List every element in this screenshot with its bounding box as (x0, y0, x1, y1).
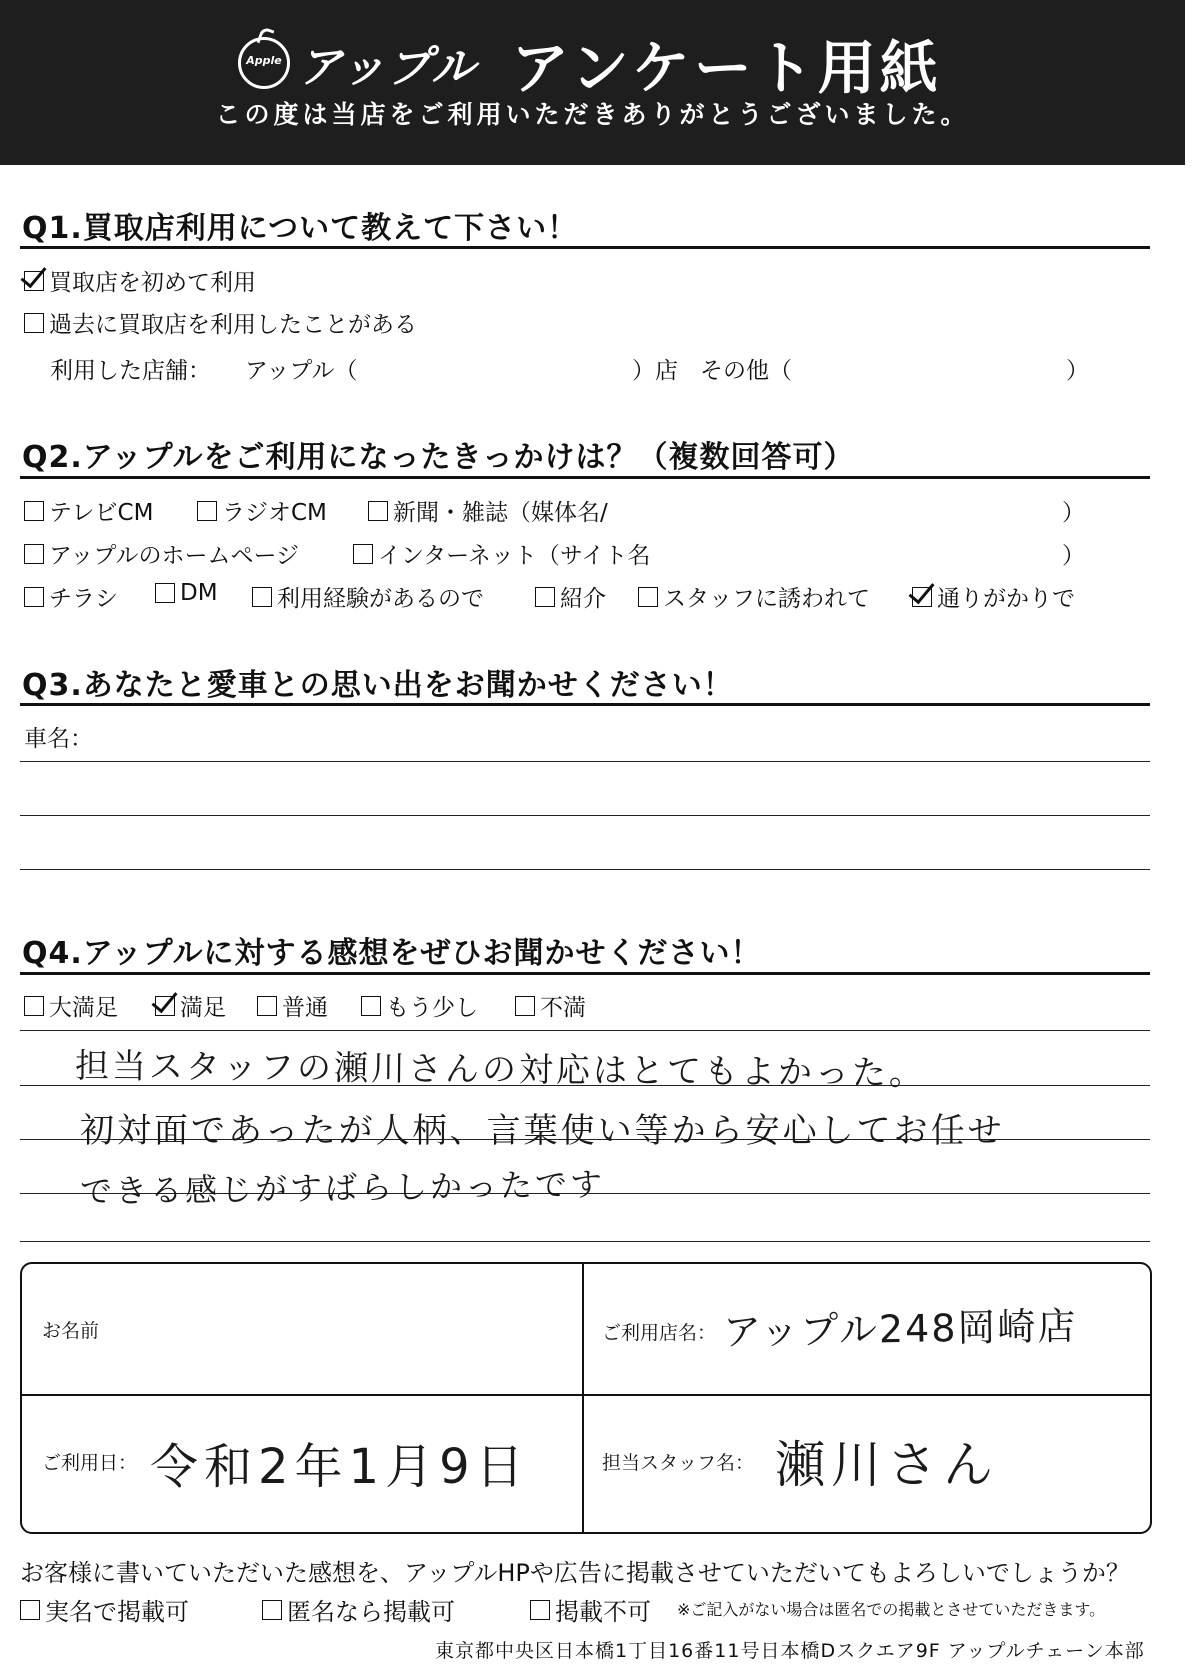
checkbox-icon[interactable] (24, 587, 44, 607)
page-title: アンケート用紙 (511, 34, 942, 102)
comment-line-2: 初対面であったが人柄、言葉使い等から安心してお任せ (80, 1111, 1005, 1151)
q1-option-first-time[interactable] (24, 264, 256, 297)
q2-option-staff-label: スタッフに誘われて (663, 586, 870, 612)
q2-option-experience-label: 利用経験があるので (277, 586, 484, 612)
q2-option-internet-label: インターネット（サイト名 (378, 543, 651, 569)
q2-option-dm-label: DM (180, 580, 218, 606)
q2-option-homepage[interactable] (24, 537, 299, 570)
publish-real-name[interactable] (20, 1592, 189, 1627)
q2-option-newspaper[interactable] (368, 494, 608, 527)
date-value: 令和2年1月9日 (150, 1439, 530, 1495)
q2-option-staff[interactable] (638, 580, 870, 613)
q4-option-little-more-label: もう少し (386, 995, 478, 1021)
brand-logo (238, 28, 942, 102)
checkbox-icon[interactable] (535, 587, 555, 607)
q1-option-used-before-label: 過去に買取店を利用したことがある (49, 312, 417, 338)
apple-logo-icon (238, 37, 290, 89)
checkbox-icon[interactable] (368, 501, 388, 521)
q2-option-radio-label: ラジオCM (222, 500, 327, 526)
q1-store-other-close: ） (1066, 358, 1089, 384)
logo-mark: Apple (246, 54, 282, 67)
q2-newspaper-close: ） (1062, 500, 1085, 526)
q3-title: Q3.あなたと愛車との思い出をお聞かせください！ (22, 668, 734, 703)
q2-option-internet[interactable] (353, 537, 650, 570)
header-subtitle: この度は当店をご利用いただきありがとうございました。 (215, 100, 970, 129)
q4-title: Q4.アップルに対する感想をぜひお聞かせください！ (22, 936, 762, 971)
q2-option-passing-by-label: 通りがかりで (937, 586, 1075, 612)
q4-rule (20, 972, 1150, 975)
q2-internet-close: ） (1062, 543, 1085, 569)
checkbox-checked-icon[interactable] (155, 996, 175, 1016)
publish-note: ※ご記入がない場合は匿名での掲載とさせていただきます。 (677, 1600, 1106, 1619)
box-horizontal-divider (22, 1394, 1150, 1396)
publish-anonymous[interactable] (262, 1592, 455, 1627)
q1-store-close: ）店 (632, 358, 678, 384)
q4-option-satisfied-label: 満足 (180, 995, 226, 1021)
checkbox-icon[interactable] (24, 996, 44, 1016)
checkbox-icon[interactable] (353, 544, 373, 564)
store-value: アップル248岡崎店 (722, 1303, 1078, 1355)
publish-question: お客様に書いていただいた感想を、アップルHPや広告に掲載させていただいてもよろしいでしょうか？ (20, 1559, 1130, 1587)
q3-line-2 (20, 815, 1150, 816)
q4-option-little-more[interactable] (361, 989, 478, 1022)
company-address: 東京都中央区日本橋1丁目16番11号日本橋Dスクエア9F アップルチェーン本部 (435, 1640, 1145, 1662)
q4-option-dissatisfied-label: 不満 (540, 995, 586, 1021)
comment-line-3: できる感じがすばらしかったです (79, 1165, 606, 1211)
publish-not-allowed[interactable] (530, 1592, 651, 1627)
q4-option-normal[interactable] (257, 989, 328, 1022)
publish-real-name-label: 実名で掲載可 (45, 1598, 189, 1626)
logo-text: アップル (298, 42, 478, 93)
q2-option-referral-label: 紹介 (560, 586, 606, 612)
name-label: お名前 (42, 1320, 100, 1342)
publish-anonymous-label: 匿名なら掲載可 (287, 1598, 455, 1626)
q2-option-flyer[interactable] (24, 580, 118, 613)
checkbox-icon[interactable] (24, 544, 44, 564)
q4-option-very-satisfied-label: 大満足 (49, 995, 118, 1021)
checkbox-icon[interactable] (252, 587, 272, 607)
q4-line-1 (20, 1030, 1150, 1031)
checkbox-icon[interactable] (638, 587, 658, 607)
date-label: ご利用日： (42, 1452, 138, 1474)
q2-option-newspaper-label: 新聞・雑誌（媒体名/ (393, 500, 608, 526)
checkbox-checked-icon[interactable] (24, 271, 44, 291)
q3-rule (20, 703, 1150, 706)
q4-option-normal-label: 普通 (282, 995, 328, 1021)
q2-option-experience[interactable] (252, 580, 484, 613)
store-label: ご利用店名： (602, 1322, 717, 1344)
header-margin (1185, 0, 1200, 165)
q4-line-5 (20, 1241, 1150, 1242)
q1-option-used-before[interactable] (24, 306, 417, 339)
q2-rule (20, 476, 1150, 479)
checkbox-icon[interactable] (197, 501, 217, 521)
checkbox-checked-icon[interactable] (912, 587, 932, 607)
checkbox-icon[interactable] (257, 996, 277, 1016)
q1-rule (20, 246, 1150, 249)
checkbox-icon[interactable] (20, 1600, 40, 1620)
q2-option-tv[interactable] (24, 494, 153, 527)
q2-option-radio[interactable] (197, 494, 327, 527)
q1-store-other: その他（ (700, 358, 792, 384)
staff-label: 担当スタッフ名： (602, 1452, 755, 1474)
q2-option-dm[interactable] (155, 580, 218, 606)
q1-store-apple: アップル（ (245, 358, 358, 384)
q2-option-flyer-label: チラシ (49, 586, 118, 612)
checkbox-icon[interactable] (361, 996, 381, 1016)
checkbox-icon[interactable] (155, 583, 175, 603)
q4-option-satisfied[interactable] (155, 989, 226, 1022)
q1-option-first-time-label: 買取店を初めて利用 (49, 270, 256, 296)
q2-title: Q2.アップルをご利用になったきっかけは？（複数回答可） (22, 440, 855, 475)
q2-option-tv-label: テレビCM (49, 500, 154, 526)
q4-option-dissatisfied[interactable] (515, 989, 586, 1022)
box-vertical-divider (582, 1264, 584, 1532)
q2-option-homepage-label: アップルのホームページ (49, 543, 300, 569)
staff-value: 瀬川さん (775, 1436, 999, 1494)
checkbox-icon[interactable] (24, 501, 44, 521)
q3-line-3 (20, 869, 1150, 870)
q2-option-referral[interactable] (535, 580, 606, 613)
checkbox-icon[interactable] (24, 313, 44, 333)
checkbox-icon[interactable] (262, 1600, 282, 1620)
q4-option-very-satisfied[interactable] (24, 989, 118, 1022)
q1-title: Q1.買取店利用について教えて下さい！ (22, 211, 579, 246)
publish-not-allowed-label: 掲載不可 (555, 1598, 651, 1626)
q3-line-1 (20, 761, 1150, 762)
checkbox-icon[interactable] (515, 996, 535, 1016)
q1-store-label: 利用した店舗： (50, 358, 211, 384)
comment-line-1: 担当スタッフの瀬川さんの対応はとてもよかった。 (74, 1046, 927, 1094)
checkbox-icon[interactable] (530, 1600, 550, 1620)
q2-option-passing-by[interactable] (912, 580, 1075, 613)
q3-car-label: 車名： (24, 726, 93, 752)
